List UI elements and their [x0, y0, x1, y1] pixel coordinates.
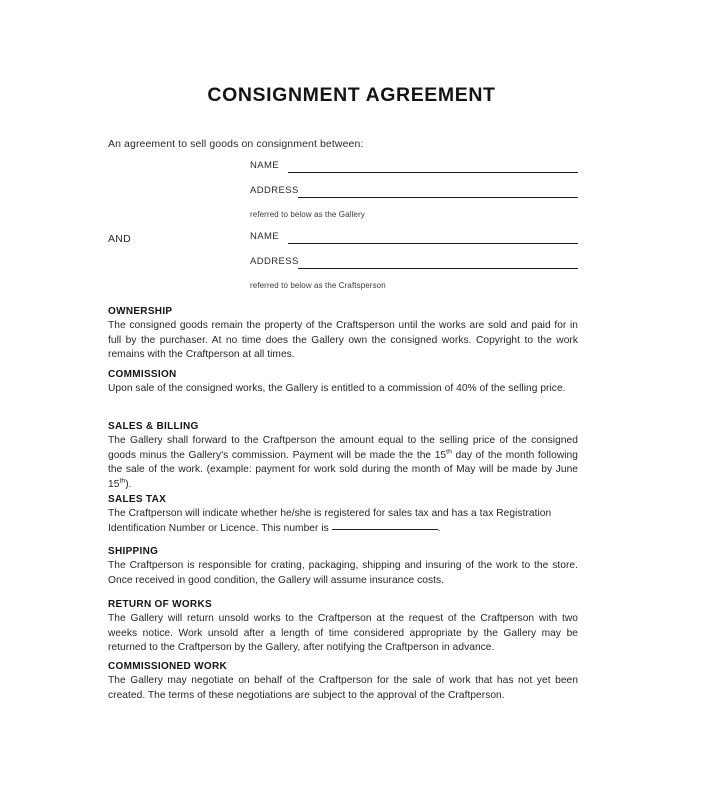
- section-sales-billing: [108, 421, 578, 492]
- address-label: ADDRESS: [250, 185, 299, 196]
- party-two-block: [108, 231, 578, 290]
- section-heading-sales-tax: SALES TAX: [108, 494, 167, 505]
- section-body-return-of-works: The Gallery will return unsold works to the Craftperson at the request of the Craftperson with two weeks notice. Work unsold after a length of time considered appropriate by the Gallery may be returned to the Craftperson by the Gallery, after notifying the Craftperson in advance.: [108, 613, 578, 654]
- section-heading-sales-billing: SALES & BILLING: [108, 421, 199, 432]
- party-two-address-row: [108, 256, 578, 281]
- section-return-of-works: [108, 599, 578, 656]
- sales-billing-text-1: The Gallery shall forward to the Craftperson the amount equal to the selling price of the consigned goods minus the Gallery's commission. Payment will be made the the 15: [108, 435, 578, 461]
- section-heading-commissioned-work: COMMISSIONED WORK: [108, 661, 227, 672]
- sales-tax-text-1: The Craftperson will indicate whether he/she is registered for sales tax and has a tax Registration Identification Number or Licence. This number is: [108, 508, 552, 534]
- sales-tax-text-2: .: [437, 522, 441, 534]
- section-body-sales-tax: [108, 507, 578, 536]
- tax-number-input[interactable]: [332, 529, 438, 530]
- section-heading-return-of-works: RETURN OF WORKS: [108, 599, 212, 610]
- party-one-block: [108, 160, 578, 219]
- address-label: ADDRESS: [250, 256, 299, 267]
- ordinal-suffix-second: th: [119, 477, 126, 485]
- party-one-name-input[interactable]: [288, 172, 578, 173]
- section-sales-tax: [108, 494, 578, 536]
- section-body-sales-billing: [108, 434, 578, 492]
- name-label: NAME: [250, 231, 280, 242]
- section-body-shipping: The Craftperson is responsible for crating, packaging, shipping and insuring of the work to the store. Once received in good condition, the Gallery will assume insurance costs.: [108, 560, 578, 586]
- party-two-address-input[interactable]: [298, 268, 578, 269]
- page-title: CONSIGNMENT AGREEMENT: [207, 84, 496, 106]
- section-heading-ownership: OWNERSHIP: [108, 306, 173, 317]
- party-two-referred-note: referred to below as the Craftsperson: [250, 281, 386, 290]
- ordinal-suffix-first: th: [446, 448, 452, 456]
- party-one-address-input[interactable]: [298, 197, 578, 198]
- section-body-commissioned-work: The Gallery may negotiate on behalf of the Craftperson for the sale of work that has not yet been created. The terms of these negotiations are subject to the approval of the Craftperson.: [108, 675, 578, 701]
- section-body-commission: Upon sale of the consigned works, the Gallery is entitled to a commission of 40% of the selling price.: [108, 383, 566, 394]
- party-one-name-row: [108, 160, 578, 185]
- and-label: AND: [108, 233, 132, 245]
- section-ownership: [108, 306, 578, 363]
- sales-billing-text-2: day of the month following the sale of the work. (example: payment for work sold during the month of May will be made by June 15: [108, 449, 578, 490]
- section-commissioned-work: [108, 661, 578, 703]
- name-label: NAME: [250, 160, 280, 171]
- sales-billing-text-3: ).: [125, 478, 132, 490]
- party-two-name-row: [108, 231, 578, 256]
- intro-text: An agreement to sell goods on consignment between:: [108, 138, 364, 150]
- party-two-name-input[interactable]: [288, 243, 578, 244]
- section-shipping: [108, 546, 578, 588]
- section-commission: [108, 369, 578, 397]
- section-heading-commission: COMMISSION: [108, 369, 177, 380]
- party-one-referred-note: referred to below as the Gallery: [250, 210, 365, 219]
- section-body-ownership: The consigned goods remain the property of the Craftsperson until the works are sold and paid for in full by the purchaser. At no time does the Gallery own the consigned works. Copyright to the work remains with the Craftperson at all times.: [108, 320, 578, 361]
- party-one-address-row: [108, 185, 578, 210]
- section-heading-shipping: SHIPPING: [108, 546, 159, 557]
